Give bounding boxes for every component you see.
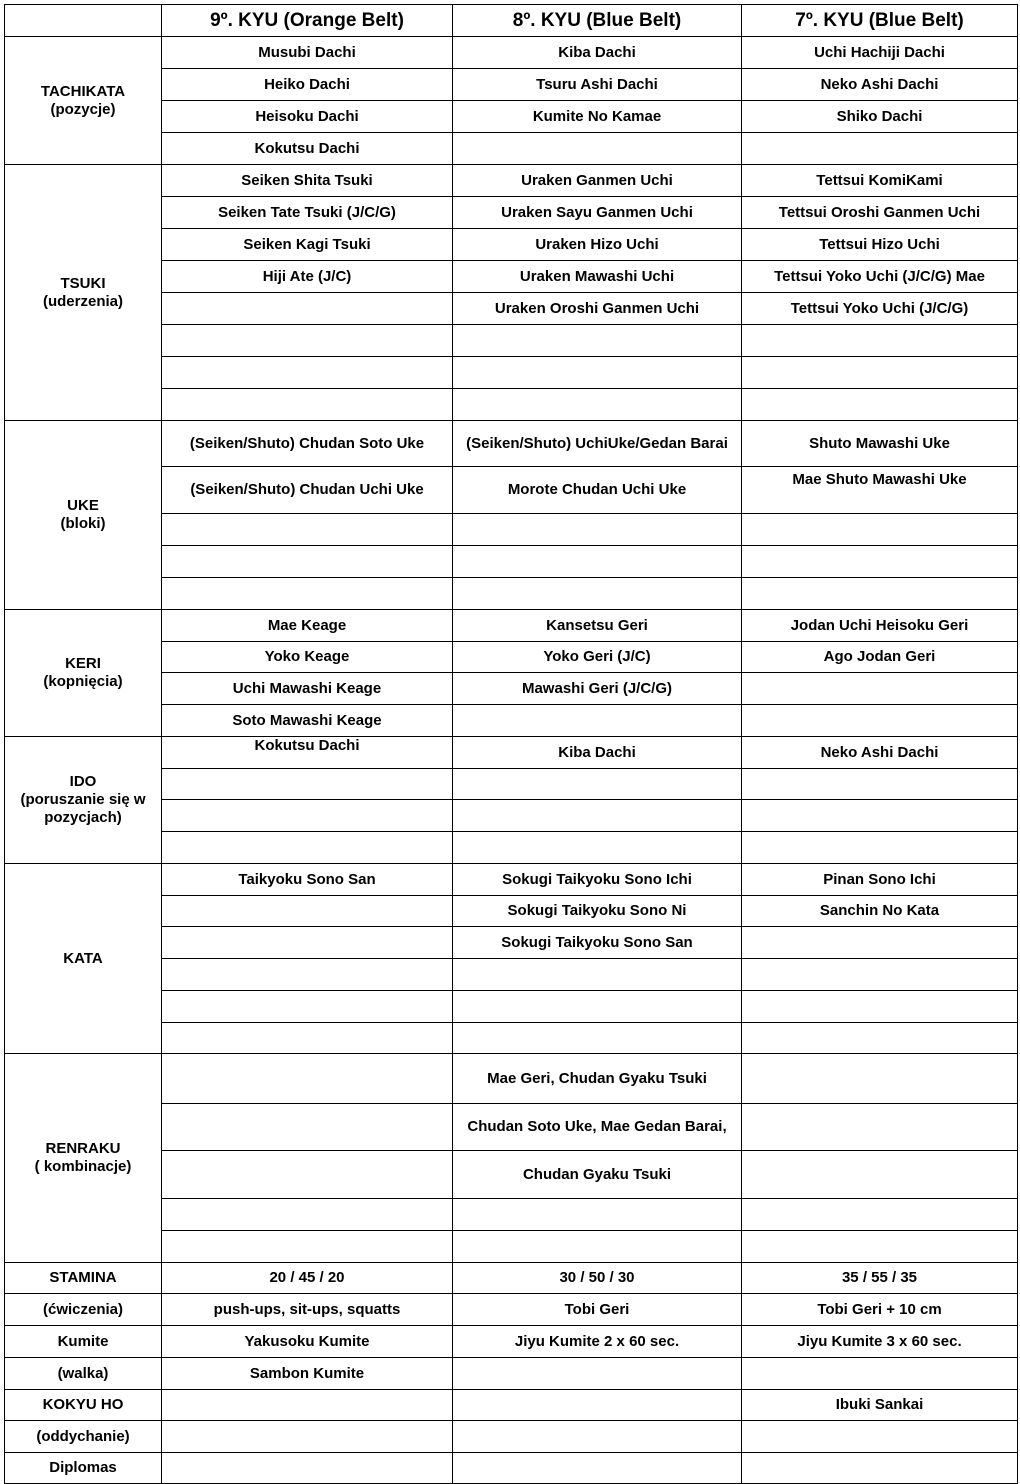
table-row <box>5 421 1018 467</box>
table-cell: Sambon Kumite <box>162 1358 453 1390</box>
table-cell: Tobi Geri + 10 cm <box>742 1294 1018 1326</box>
table-cell <box>162 1421 453 1453</box>
table-cell: Kokutsu Dachi <box>162 737 453 769</box>
table-cell <box>742 357 1018 389</box>
table-cell: Uraken Sayu Ganmen Uchi <box>453 197 742 229</box>
table-cell <box>453 133 742 165</box>
table-cell <box>453 325 742 357</box>
table-cell: Neko Ashi Dachi <box>742 737 1018 769</box>
table-cell <box>162 1023 453 1054</box>
table-cell <box>742 1023 1018 1054</box>
table-cell <box>162 959 453 991</box>
table-cell: Yoko Keage <box>162 642 453 673</box>
table-cell <box>162 389 453 421</box>
table-cell: Kiba Dachi <box>453 37 742 69</box>
table-cell: (Seiken/Shuto) Chudan Soto Uke <box>162 421 453 467</box>
table-cell: Shiko Dachi <box>742 101 1018 133</box>
table-cell: Uchi Hachiji Dachi <box>742 37 1018 69</box>
table-cell: Sokugi Taikyoku Sono Ni <box>453 896 742 927</box>
table-cell: Pinan Sono Ichi <box>742 864 1018 896</box>
table-cell: Mawashi Geri (J/C/G) <box>453 673 742 705</box>
table-row <box>5 610 1018 642</box>
table-cell: (Seiken/Shuto) UchiUke/Gedan Barai <box>453 421 742 467</box>
table-cell <box>453 769 742 800</box>
table-cell <box>742 991 1018 1023</box>
table-cell: Sanchin No Kata <box>742 896 1018 927</box>
table-cell: Taikyoku Sono San <box>162 864 453 896</box>
table-cell <box>162 1231 453 1263</box>
category-subtitle: (bloki) <box>60 515 106 532</box>
table-cell <box>742 1358 1018 1390</box>
category-name: KATA <box>63 949 103 967</box>
table-cell <box>162 1453 453 1484</box>
table-row <box>5 165 1018 197</box>
table-cell: Seiken Tate Tsuki (J/C/G) <box>162 197 453 229</box>
table-cell <box>162 1104 453 1151</box>
table-cell <box>742 1199 1018 1231</box>
table-cell <box>742 1453 1018 1484</box>
category-keri <box>5 610 162 737</box>
table-cell <box>453 1358 742 1390</box>
table-cell <box>453 578 742 610</box>
table-cell <box>453 546 742 578</box>
table-cell: Musubi Dachi <box>162 37 453 69</box>
table-cell: Kiba Dachi <box>453 737 742 769</box>
table-cell: Yakusoku Kumite <box>162 1326 453 1358</box>
category-name: RENRAKU <box>45 1140 121 1157</box>
table-cell <box>162 927 453 959</box>
table-cell <box>453 800 742 832</box>
table-row <box>5 1358 1018 1390</box>
category-subtitle: (poruszanie się w pozycjach) <box>20 791 146 826</box>
table-cell: Tsuru Ashi Dachi <box>453 69 742 101</box>
table-cell <box>162 991 453 1023</box>
table-cell <box>742 1104 1018 1151</box>
table-cell: Uraken Oroshi Ganmen Uchi <box>453 293 742 325</box>
category-subtitle: (pozycje) <box>50 100 116 118</box>
table-cell: Tettsui KomiKami <box>742 165 1018 197</box>
table-cell <box>742 514 1018 546</box>
table-cell: Mae Geri, Chudan Gyaku Tsuki <box>453 1054 742 1104</box>
table-cell <box>162 1390 453 1421</box>
table-cell: Seiken Kagi Tsuki <box>162 229 453 261</box>
table-cell <box>742 705 1018 737</box>
table-row <box>5 1326 1018 1358</box>
table-cell <box>742 800 1018 832</box>
table-cell <box>162 832 453 864</box>
row-label-kokyu-ho: KOKYU HO <box>5 1390 162 1421</box>
header-corner <box>5 5 162 37</box>
table-cell <box>453 514 742 546</box>
table-row <box>5 1453 1018 1484</box>
table-cell <box>742 1421 1018 1453</box>
table-cell: Kumite No Kamae <box>453 101 742 133</box>
table-cell: Ibuki Sankai <box>742 1390 1018 1421</box>
table-cell <box>742 389 1018 421</box>
table-cell: Uraken Ganmen Uchi <box>453 165 742 197</box>
table-cell: Chudan Gyaku Tsuki <box>453 1151 742 1199</box>
category-tsuki <box>5 165 162 421</box>
category-subtitle: ( kombinacje) <box>34 1158 132 1175</box>
table-cell <box>162 800 453 832</box>
table-cell: Kokutsu Dachi <box>162 133 453 165</box>
table-cell: Neko Ashi Dachi <box>742 69 1018 101</box>
table-cell: Shuto Mawashi Uke <box>742 421 1018 467</box>
header-8-kyu: 8º. KYU (Blue Belt) <box>453 5 742 37</box>
category-tachikata <box>5 37 162 165</box>
table-cell: Uraken Hizo Uchi <box>453 229 742 261</box>
table-cell <box>453 1390 742 1421</box>
table-cell: Mae Keage <box>162 610 453 642</box>
table-cell: Yoko Geri (J/C) <box>453 642 742 673</box>
row-label-oddychanie: (oddychanie) <box>5 1421 162 1453</box>
table-cell <box>742 578 1018 610</box>
table-cell <box>742 927 1018 959</box>
table-cell <box>162 514 453 546</box>
row-label-kumite: Kumite <box>5 1326 162 1358</box>
table-cell: Uraken Mawashi Uchi <box>453 261 742 293</box>
table-cell: Jodan Uchi Heisoku Geri <box>742 610 1018 642</box>
category-subtitle: (uderzenia) <box>42 292 123 310</box>
table-cell <box>162 578 453 610</box>
table-cell <box>162 546 453 578</box>
table-cell <box>453 357 742 389</box>
table-cell: Ago Jodan Geri <box>742 642 1018 673</box>
table-cell: Uchi Mawashi Keage <box>162 673 453 705</box>
category-name: UKE <box>67 497 99 514</box>
table-cell <box>453 832 742 864</box>
table-cell <box>742 325 1018 357</box>
header-9-kyu: 9º. KYU (Orange Belt) <box>162 5 453 37</box>
category-kata <box>5 864 162 1054</box>
table-cell: Tettsui Yoko Uchi (J/C/G) Mae <box>742 261 1018 293</box>
table-cell: Soto Mawashi Keage <box>162 705 453 737</box>
table-cell <box>162 896 453 927</box>
table-cell: Chudan Soto Uke, Mae Gedan Barai, <box>453 1104 742 1151</box>
table-cell: 35 / 55 / 35 <box>742 1263 1018 1294</box>
category-name: IDO <box>69 773 97 790</box>
table-cell <box>453 705 742 737</box>
table-cell <box>742 1054 1018 1104</box>
category-name: TSUKI <box>60 274 106 292</box>
table-cell: Tettsui Hizo Uchi <box>742 229 1018 261</box>
table-cell: Jiyu Kumite 2 x 60 sec. <box>453 1326 742 1358</box>
table-cell: 30 / 50 / 30 <box>453 1263 742 1294</box>
table-cell <box>742 673 1018 705</box>
table-cell <box>742 1151 1018 1199</box>
table-cell: Sokugi Taikyoku Sono Ichi <box>453 864 742 896</box>
table-row <box>5 864 1018 896</box>
table-cell: Jiyu Kumite 3 x 60 sec. <box>742 1326 1018 1358</box>
table-cell: Hiji Ate (J/C) <box>162 261 453 293</box>
table-cell: Tobi Geri <box>453 1294 742 1326</box>
table-cell <box>453 1023 742 1054</box>
table-row <box>5 1263 1018 1294</box>
table-row <box>5 1054 1018 1104</box>
table-cell <box>162 325 453 357</box>
table-cell: Sokugi Taikyoku Sono San <box>453 927 742 959</box>
category-name: KERI <box>65 655 101 672</box>
table-cell <box>742 832 1018 864</box>
table-cell <box>453 1453 742 1484</box>
table-cell <box>453 1199 742 1231</box>
table-cell <box>742 1231 1018 1263</box>
kyu-requirements-table <box>4 4 1018 1484</box>
table-cell: Morote Chudan Uchi Uke <box>453 467 742 514</box>
table-cell <box>742 133 1018 165</box>
category-name: TACHIKATA <box>40 82 126 100</box>
table-cell <box>742 959 1018 991</box>
table-cell: Seiken Shita Tsuki <box>162 165 453 197</box>
table-cell <box>742 769 1018 800</box>
table-cell <box>162 357 453 389</box>
table-cell <box>162 1199 453 1231</box>
table-row <box>5 37 1018 69</box>
table-cell: Mae Shuto Mawashi Uke <box>742 467 1018 514</box>
table-cell <box>742 546 1018 578</box>
table-cell <box>453 389 742 421</box>
table-cell: (Seiken/Shuto) Chudan Uchi Uke <box>162 467 453 514</box>
table-cell: Tettsui Oroshi Ganmen Uchi <box>742 197 1018 229</box>
header-7-kyu: 7º. KYU (Blue Belt) <box>742 5 1018 37</box>
category-subtitle: (kopnięcia) <box>43 673 123 690</box>
category-uke <box>5 421 162 610</box>
table-cell <box>162 1151 453 1199</box>
table-cell <box>453 991 742 1023</box>
table-row <box>5 737 1018 769</box>
row-label-cwiczenia: (ćwiczenia) <box>5 1294 162 1326</box>
table-cell: Heisoku Dachi <box>162 101 453 133</box>
row-label-walka: (walka) <box>5 1358 162 1390</box>
table-cell <box>453 1421 742 1453</box>
table-row <box>5 1294 1018 1326</box>
table-cell <box>453 1231 742 1263</box>
row-label-stamina: STAMINA <box>5 1263 162 1294</box>
table-row <box>5 1421 1018 1453</box>
table-cell: Kansetsu Geri <box>453 610 742 642</box>
table-cell <box>162 1054 453 1104</box>
table-cell: Heiko Dachi <box>162 69 453 101</box>
category-ido <box>5 737 162 864</box>
row-label-diplomas: Diplomas <box>5 1453 162 1484</box>
table-cell: Tettsui Yoko Uchi (J/C/G) <box>742 293 1018 325</box>
table-cell: push-ups, sit-ups, squatts <box>162 1294 453 1326</box>
table-row <box>5 1390 1018 1421</box>
table-cell <box>162 293 453 325</box>
table-cell: 20 / 45 / 20 <box>162 1263 453 1294</box>
category-renraku <box>5 1054 162 1263</box>
header-row <box>5 5 1018 37</box>
table-cell <box>162 769 453 800</box>
table-cell <box>453 959 742 991</box>
